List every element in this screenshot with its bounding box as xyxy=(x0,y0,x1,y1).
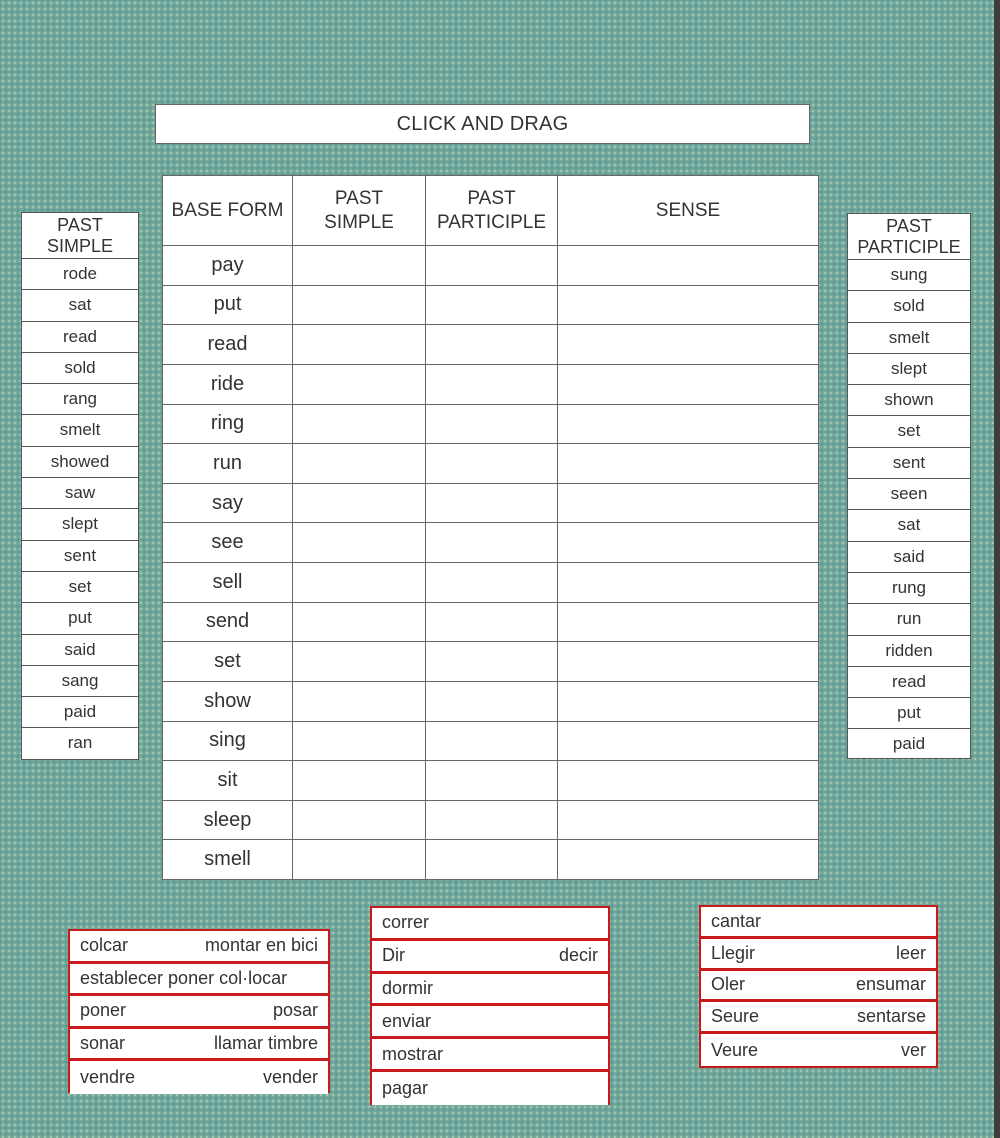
page-title: CLICK AND DRAG xyxy=(155,104,810,144)
past-participle-drop-cell[interactable] xyxy=(426,483,558,523)
past-participle-drop-cell[interactable] xyxy=(426,681,558,721)
past-participle-tile[interactable]: ridden xyxy=(848,636,970,667)
base-form-cell: run xyxy=(163,444,293,484)
translation-tile[interactable] xyxy=(70,964,328,997)
translation-left-text: sonar xyxy=(80,1032,126,1053)
base-form-cell: show xyxy=(163,681,293,721)
sense-drop-cell[interactable] xyxy=(558,364,819,404)
past-participle-drop-cell[interactable] xyxy=(426,642,558,682)
base-form-cell: ride xyxy=(163,364,293,404)
base-form-cell: sit xyxy=(163,761,293,801)
table-row xyxy=(163,681,819,721)
past-participle-tile[interactable]: set xyxy=(848,416,970,447)
translation-left-text: dormir xyxy=(382,977,434,998)
translation-tile[interactable] xyxy=(372,974,608,1007)
table-row xyxy=(163,285,819,325)
past-simple-bank-header: PAST SIMPLE xyxy=(22,213,138,259)
past-simple-tile[interactable]: rang xyxy=(22,384,138,415)
past-participle-tile[interactable]: shown xyxy=(848,385,970,416)
past-simple-drop-cell[interactable] xyxy=(293,563,426,603)
translation-left-text: Oler xyxy=(711,974,746,995)
base-form-cell: read xyxy=(163,325,293,365)
window-edge xyxy=(994,0,1000,1138)
base-form-cell: smell xyxy=(163,840,293,880)
past-simple-tile[interactable]: read xyxy=(22,322,138,353)
past-simple-drop-cell[interactable] xyxy=(293,325,426,365)
past-simple-drop-cell[interactable] xyxy=(293,721,426,761)
table-row xyxy=(163,840,819,880)
sense-drop-cell[interactable] xyxy=(558,563,819,603)
translation-tile[interactable] xyxy=(70,931,328,964)
base-form-cell: see xyxy=(163,523,293,563)
sense-drop-cell[interactable] xyxy=(558,800,819,840)
past-participle-tile[interactable]: run xyxy=(848,604,970,635)
past-participle-drop-cell[interactable] xyxy=(426,444,558,484)
past-simple-tile[interactable]: put xyxy=(22,603,138,634)
past-participle-tile[interactable]: sat xyxy=(848,510,970,541)
past-simple-drop-cell[interactable] xyxy=(293,444,426,484)
past-simple-drop-cell[interactable] xyxy=(293,483,426,523)
translation-left-text: mostrar xyxy=(382,1043,444,1064)
translation-tile[interactable] xyxy=(372,1039,608,1072)
table-row xyxy=(163,246,819,286)
table-row xyxy=(163,761,819,801)
past-participle-tile[interactable]: smelt xyxy=(848,323,970,354)
base-form-cell: sleep xyxy=(163,800,293,840)
verb-table xyxy=(162,175,819,880)
base-form-cell: put xyxy=(163,285,293,325)
sense-drop-cell[interactable] xyxy=(558,642,819,682)
translation-tile[interactable] xyxy=(70,1029,328,1062)
past-participle-drop-cell[interactable] xyxy=(426,325,558,365)
table-row xyxy=(163,602,819,642)
table-row xyxy=(163,325,819,365)
translation-box-2 xyxy=(370,906,610,1105)
past-participle-bank-header: PAST PARTICIPLE xyxy=(848,214,970,260)
table-row xyxy=(163,800,819,840)
base-form-cell: say xyxy=(163,483,293,523)
translation-right-text: decir xyxy=(558,945,598,966)
translation-tile[interactable] xyxy=(701,939,936,971)
translation-right-text: llamar timbre xyxy=(213,1032,318,1053)
translation-left-text: establecer poner col·locar xyxy=(80,967,288,988)
past-simple-drop-cell[interactable] xyxy=(293,246,426,286)
translation-left-text: cantar xyxy=(711,910,762,931)
translation-tile[interactable] xyxy=(701,1034,936,1066)
past-simple-tile[interactable]: sold xyxy=(22,353,138,384)
past-participle-drop-cell[interactable] xyxy=(426,721,558,761)
table-row xyxy=(163,444,819,484)
past-simple-drop-cell[interactable] xyxy=(293,840,426,880)
past-simple-tile[interactable]: sent xyxy=(22,541,138,572)
translation-box-3 xyxy=(699,905,938,1068)
translation-left-text: correr xyxy=(382,912,430,933)
past-simple-tile[interactable]: sat xyxy=(22,290,138,321)
translation-left-text: Dir xyxy=(382,945,405,966)
past-participle-tile[interactable]: read xyxy=(848,667,970,698)
base-form-cell: send xyxy=(163,602,293,642)
translation-left-text: poner xyxy=(80,1000,127,1021)
table-header-row xyxy=(163,176,819,246)
past-participle-drop-cell[interactable] xyxy=(426,285,558,325)
past-participle-drop-cell[interactable] xyxy=(426,563,558,603)
base-form-cell: set xyxy=(163,642,293,682)
past-participle-drop-cell[interactable] xyxy=(426,800,558,840)
translation-left-text: enviar xyxy=(382,1010,432,1031)
translation-right-text: ver xyxy=(900,1039,926,1060)
past-simple-drop-cell[interactable] xyxy=(293,800,426,840)
translation-right-text: posar xyxy=(272,1000,318,1021)
past-simple-tile[interactable]: slept xyxy=(22,509,138,540)
past-simple-drop-cell[interactable] xyxy=(293,642,426,682)
sense-drop-cell[interactable] xyxy=(558,840,819,880)
past-participle-tile[interactable]: paid xyxy=(892,734,926,754)
past-simple-tile[interactable]: showed xyxy=(22,447,138,478)
translation-tile[interactable] xyxy=(372,1006,608,1039)
translation-left-text: Veure xyxy=(711,1039,759,1060)
past-simple-drop-cell[interactable] xyxy=(293,285,426,325)
sense-drop-cell[interactable] xyxy=(558,721,819,761)
translation-tile[interactable] xyxy=(70,996,328,1029)
sense-drop-cell[interactable] xyxy=(558,523,819,563)
translation-left-text: Llegir xyxy=(711,942,756,963)
past-simple-drop-cell[interactable] xyxy=(293,364,426,404)
translation-tile[interactable] xyxy=(372,941,608,974)
sense-drop-cell[interactable] xyxy=(558,483,819,523)
translation-tile[interactable] xyxy=(70,1061,328,1094)
past-participle-drop-cell[interactable] xyxy=(426,761,558,801)
past-participle-tile[interactable]: seen xyxy=(848,479,970,510)
past-simple-tile[interactable]: smelt xyxy=(22,415,138,446)
past-simple-drop-cell[interactable] xyxy=(293,523,426,563)
translation-tile[interactable] xyxy=(372,1072,608,1105)
past-participle-drop-cell[interactable] xyxy=(426,523,558,563)
past-simple-drop-cell[interactable] xyxy=(293,602,426,642)
past-participle-tile[interactable]: sent xyxy=(848,448,970,479)
past-simple-word-bank xyxy=(21,212,139,760)
sense-drop-cell[interactable] xyxy=(558,602,819,642)
header-base-form: BASE FORM xyxy=(163,176,293,246)
past-participle-drop-cell[interactable] xyxy=(426,840,558,880)
translation-tile[interactable] xyxy=(701,971,936,1003)
translation-right-text: ensumar xyxy=(855,974,926,995)
translation-box-1 xyxy=(68,929,330,1093)
sense-drop-cell[interactable] xyxy=(558,444,819,484)
table-row xyxy=(163,563,819,603)
past-simple-tile[interactable]: paid xyxy=(22,697,138,728)
table-row xyxy=(163,642,819,682)
past-simple-tile[interactable]: set xyxy=(22,572,138,603)
header-sense: SENSE xyxy=(558,176,819,246)
past-simple-drop-cell[interactable] xyxy=(293,404,426,444)
sense-drop-cell[interactable] xyxy=(558,404,819,444)
translation-tile[interactable] xyxy=(372,908,608,941)
sense-drop-cell[interactable] xyxy=(558,246,819,286)
past-participle-word-bank xyxy=(847,213,971,759)
past-participle-drop-cell[interactable] xyxy=(426,404,558,444)
header-past-participle: PAST PARTICIPLE xyxy=(426,176,558,246)
past-participle-tile[interactable]: put xyxy=(848,698,970,729)
past-participle-tile[interactable]: rung xyxy=(848,573,970,604)
translation-left-text: colcar xyxy=(80,935,129,956)
table-row xyxy=(163,721,819,761)
past-simple-tile[interactable]: ran xyxy=(67,733,93,753)
base-form-cell: pay xyxy=(163,246,293,286)
translation-left-text: pagar xyxy=(382,1077,429,1098)
past-participle-tile[interactable]: slept xyxy=(848,354,970,385)
past-participle-drop-cell[interactable] xyxy=(426,602,558,642)
table-row xyxy=(163,364,819,404)
past-simple-tile[interactable]: said xyxy=(22,635,138,666)
sense-drop-cell[interactable] xyxy=(558,285,819,325)
table-row xyxy=(163,523,819,563)
translation-left-text: Seure xyxy=(711,1006,760,1027)
past-participle-tile[interactable]: sold xyxy=(848,291,970,322)
past-simple-tile[interactable]: saw xyxy=(22,478,138,509)
sense-drop-cell[interactable] xyxy=(558,681,819,721)
header-past-simple: PAST SIMPLE xyxy=(293,176,426,246)
sense-drop-cell[interactable] xyxy=(558,761,819,801)
translation-tile[interactable] xyxy=(701,907,936,939)
past-simple-drop-cell[interactable] xyxy=(293,761,426,801)
past-participle-drop-cell[interactable] xyxy=(426,246,558,286)
base-form-cell: sell xyxy=(163,563,293,603)
translation-right-text: vender xyxy=(262,1066,318,1087)
translation-tile[interactable] xyxy=(701,1002,936,1034)
translation-right-text: sentarse xyxy=(856,1006,926,1027)
base-form-cell: ring xyxy=(163,404,293,444)
table-row xyxy=(163,483,819,523)
sense-drop-cell[interactable] xyxy=(558,325,819,365)
past-participle-drop-cell[interactable] xyxy=(426,364,558,404)
past-simple-tile[interactable]: sang xyxy=(22,666,138,697)
table-row xyxy=(163,404,819,444)
past-participle-tile[interactable]: sung xyxy=(848,260,970,291)
translation-left-text: vendre xyxy=(80,1066,136,1087)
base-form-cell: sing xyxy=(163,721,293,761)
past-simple-tile[interactable]: rode xyxy=(22,259,138,290)
past-participle-tile[interactable]: said xyxy=(848,542,970,573)
translation-right-text: leer xyxy=(895,942,926,963)
translation-right-text: montar en bici xyxy=(204,935,318,956)
past-simple-drop-cell[interactable] xyxy=(293,681,426,721)
